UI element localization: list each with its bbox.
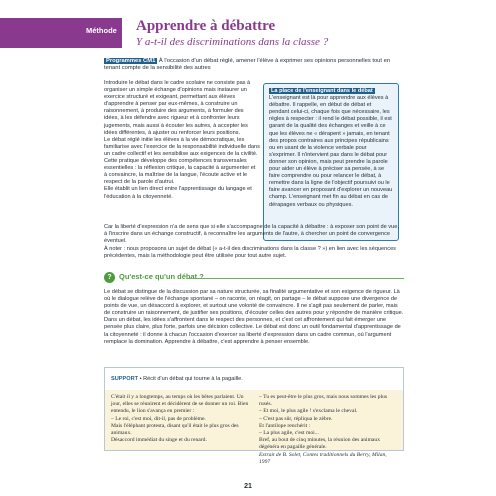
excerpt-line: – Et moi, le plus agile ! s'exclama le cheval. <box>259 408 358 415</box>
question-icon: ? <box>104 272 115 283</box>
story-excerpt <box>105 390 403 465</box>
method-tab <box>0 18 122 48</box>
method-tab-label: Méthode <box>86 26 117 35</box>
excerpt-line: Bref, au bout de cinq minutes, la réunion des animaux dégénéra en pagaille générale. <box>259 437 381 451</box>
excerpt-line: – C'est pas sûr, répliqua le zèbre. <box>259 415 333 422</box>
excerpt-line: Mais l'éléphant protesta, disant qu'il était le plus gros des animaux. <box>111 422 239 437</box>
page-number: 21 <box>244 483 252 490</box>
teacher-box-text: L'enseignant est là pour apprendre aux élèves à débattre. Il rappelle, en début de débat et pendant celui-ci, chaque fois que nécessaire, les règles à respecter : il rend le débat possible, il est garant de la qualité des échanges et veille à ce que les élèves ne « dérapent » jamais, en tenant des propos contraires aux principes républicains ou en usant de la violence verbale pour s'exprimer. Il n'intervient pas dans le débat pour donner son opinion, mais peut prendre la parole pour aider un élève à préciser sa pensée, à se faire comprendre ou pour relancer le débat, à remettre dans la ligne de l'objectif poursuivi ou le faire avancer en proposant d'explorer un nouveau champ. L'enseignant met fin au débat en cas de dérapages verbaux ou physiques. <box>269 95 393 208</box>
left-paragraph: Le débat réglé initie les élèves à la vie démocratique, les familiarise avec l'exercice de la responsabilité individuelle dans un cadre collectif et les sensibilise aux exigences de la civilité. Cette pratique développe des compétences transversales essentielles : la réflexion critique, la capacité à argumenter et à convaincre, la maîtrise de la langue, l'écoute active et le respect de la parole d'autrui. <box>104 136 260 186</box>
support-header <box>111 376 243 382</box>
excerpt-line: – La plus agile, c'est moi... <box>259 430 319 437</box>
after-paragraphs <box>104 224 400 261</box>
left-paragraph: Introduire le débat dans le cadre scolaire ne consiste pas à organiser un simple échange d'opinions mais instaurer un exercice structuré et exigeant, permettant aux élèves d'apprendre à penser par eux-mêmes, à construire un raisonnement, à produire des arguments, à formuler des idées, à les défendre avec rigueur et à confronter leurs jugements, mais aussi à écouter les autres, à accepter les idées différentes, à ajuster ou renforcer leurs positions. <box>104 80 251 136</box>
section-title: Qu'est-ce qu'un débat ? <box>119 272 204 281</box>
programme-text: À l'occasion d'un débat réglé, amener l'élève à exprimer ses opinions personnelles tout en tenant compte de la sensibilité des autres <box>104 58 391 72</box>
excerpt-line: – Le roi, c'est moi, dit-il, pas de problème. <box>111 415 206 422</box>
excerpt-right-column <box>259 394 397 466</box>
teacher-box-label: La place de l'enseignant dans le débat <box>271 88 373 94</box>
excerpt-line: C'était il y a longtemps, au temps où les bêtes parlaient. Un jour, elles se réunirent et décidèrent de se donner un roi. Bien entendu, le lion s'avança en premier : <box>111 394 249 415</box>
excerpt-left-column <box>111 394 249 444</box>
excerpt-source: Extrait de B. Solet, Contes traditionnels du Berry, Milan, 1997 <box>259 451 387 465</box>
after-paragraph: Car la liberté d'expression n'a de sens que si elle s'accompagne de la capacité à débattre : à exposer son point de vue, à l'inscrire dans un échange constructif, à reconnaître les arguments de l'autre, à chercher un point de convergence éventuel. <box>104 224 399 245</box>
support-text: • Récit d'un débat qui tourne à la pagaille. <box>139 376 243 382</box>
section-body: Le débat se distingue de la discussion par sa nature structurée, sa finalité argumentative et son exigence de rigueur. Là où le dialogue relève de l'échange spontané – on raconte, on réagit, on partage – le débat suppose une divergence de points de vue, un désaccord à explorer, et surtout une volonté de convaincre. Il ne s'agit pas seulement de parler, mais de construire un raisonnement, de justifier ses positions, d'écouter celles des autres pour y répondre de manière critique. Dans un débat, les idées s'affrontent dans le respect des personnes, et c'est cet affrontement qui fait émerger une pensée plus claire, plus forte, parfois une décision collective. Le débat est donc un outil fondamental d'apprentissage de la citoyenneté : il donne à chacun l'occasion d'exercer sa liberté d'expression dans un cadre commun, où l'argument remplace la domination. Apprendre à débattre, c'est apprendre à penser ensemble. <box>104 289 404 345</box>
left-column <box>104 80 260 201</box>
programme-badge: Programmes CM1 <box>106 58 156 64</box>
after-paragraph: À noter : nous proposons un sujet de débat (« a-t-il des discriminations dans la classe ? ») en lien avec les séquences précédentes, mais la méthodologie peut être utilisée pour tout autre sujet. <box>104 246 396 260</box>
excerpt-line: Et l'antilope renchérit : <box>259 422 311 429</box>
left-paragraph: Elle établit un lien direct entre l'apprentissage du langage et l'éducation à la citoyenneté. <box>104 186 252 200</box>
excerpt-line: Désaccord immédiat du singe et du renard. <box>111 437 207 444</box>
page-subtitle: Y a-t-il des discriminations dans la classe ? <box>136 36 329 48</box>
page-header <box>0 18 496 48</box>
page-title: Apprendre à débattre <box>136 18 276 34</box>
excerpt-line: – Tu es peut-être le plus gros, mais nous sommes les plus rusés. <box>259 394 388 408</box>
support-label: SUPPORT <box>111 376 139 382</box>
support-box <box>104 367 404 465</box>
section-divider <box>188 278 404 279</box>
programme-intro <box>104 58 400 72</box>
teacher-role-box <box>263 83 399 241</box>
section-heading <box>104 271 404 285</box>
